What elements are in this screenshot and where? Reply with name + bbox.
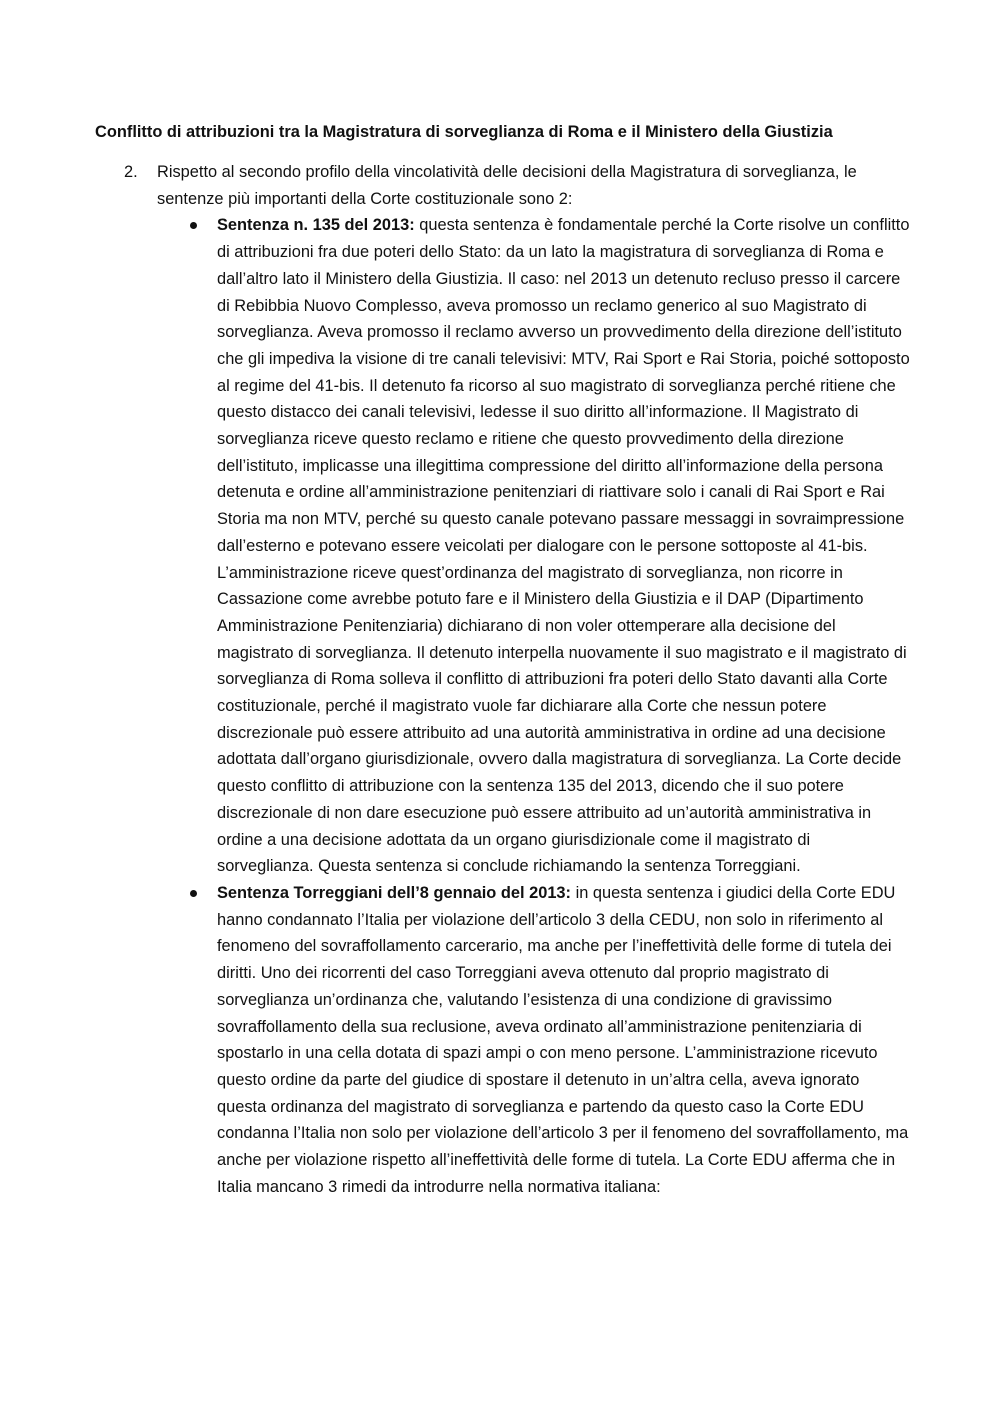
item-intro: Rispetto al secondo profilo della vincolatività delle decisioni della Magistratura di sorveglianza, le sentenze più importanti della Corte costituzionale sono 2: — [157, 163, 857, 208]
item-body — [157, 159, 910, 1200]
item-number: 2. — [124, 163, 138, 181]
bullet-title: Sentenza Torreggiani dell’8 gennaio del 2013: — [217, 883, 572, 902]
bullet-text — [217, 880, 910, 1200]
bullet-icon — [185, 212, 217, 880]
bullet-title: Sentenza n. 135 del 2013: — [217, 216, 415, 235]
bullet-body: in questa sentenza i giudici della Corte EDU hanno condannato l’Italia per violazione dell’articolo 3 della CEDU, non solo in riferimento al fenomeno del sovraffollamento carcerario, ma anche per l’ineffettività delle forme di tutela dei diritti. Uno dei ricorrenti del caso Torreggiani aveva ottenuto dal proprio magistrato di sorveglianza un’ordinanza che, valutando l’esistenza di una condizione di gravissimo sovraffollamento della sua reclusione, aveva ordinato all’amministrazione penitenziaria di spostarlo in una cella dotata di spazi ampi o con meno persone. L’amministrazione ricevuto questo ordine da parte del giudice di spostare il detenuto in un’altra cella, aveva ignorato questa ordinanza del magistrato di sorveglianza e partendo da questo caso la Corte EDU condanna l’Italia non solo per violazione dell’articolo 3 per il fenomeno del sovraffollamento, ma anche per violazione rispetto all’ineffettività delle forme di tutela. La Corte EDU afferma che in Italia mancano 3 rimedi da introdurre nella normativa italiana: — [217, 883, 909, 1196]
bullet-list — [157, 212, 910, 1200]
document-heading: Conflitto di attribuzioni tra la Magistratura di sorveglianza di Roma e il Ministero della Giustizia — [95, 123, 833, 141]
bullet-icon — [185, 880, 217, 1200]
bullet-item — [185, 880, 910, 1200]
list-item — [124, 159, 910, 1200]
bullet-item — [185, 212, 910, 880]
bullet-body: questa sentenza è fondamentale perché la Corte risolve un conflitto di attribuzioni fra due poteri dello Stato: da un lato la magistratura di sorveglianza di Roma e dall’altro lato il Ministero della Giustizia. Il caso: nel 2013 un detenuto recluso presso il carcere di Rebibbia Nuovo Complesso, aveva promosso un reclamo generico al suo Magistrato di sorveglianza. Aveva promosso il reclamo avverso un provvedimento della direzione dell’istituto che gli impediva la visione di tre canali televisivi: MTV, Rai Sport e Rai Storia, poiché sottoposto al regime del 41-bis. Il detenuto fa ricorso al suo magistrato di sorveglianza perché ritiene che questo distacco dei canali televisivi, ledesse il suo diritto all’informazione. Il Magistrato di sorveglianza riceve questo reclamo e ritiene che questo provvedimento della direzione dell’istituto, implicasse una illegittima compressione del diritto all’informazione della persona detenuta e ordine all’amministrazione penitenziari di riattivare solo i canali di Rai Sport e Rai Storia ma non MTV, perché su questo canale potevano passare messaggi in sovraimpressione dall’esterno e potevano essere veicolati per dialogare con le persone sottoposte al 41-bis. L’amministrazione riceve quest’ordinanza del magistrato di sorveglianza, non ricorre in Cassazione come avrebbe potuto fare e il Ministero della Giustizia e il DAP (Dipartimento Amministrazione Penitenziaria) dichiarano di non voler ottemperare alla decisione del magistrato di sorveglianza. Il detenuto interpella nuovamente il suo magistrato e il magistrato di sorveglianza di Roma solleva il conflitto di attribuzioni fra poteri dello Stato davanti alla Corte costituzionale, perché il magistrato vuole far dichiarare alla Corte che nessun potere discrezionale può essere attribuito ad una autorità amministrativa in ordine ad una decisione adottata dall’organo giurisdizionale, ovvero dalla magistratura di sorveglianza. La Corte decide questo conflitto di attribuzione con la sentenza 135 del 2013, dicendo che il suo potere discrezionale di non dare esecuzione può essere attribuito ad un’autorità amministrativa in ordine a una decisione adottata da un organo giurisdizionale come il magistrato di sorveglianza. Questa sentenza si conclude richiamando la sentenza Torreggiani. — [217, 216, 910, 876]
numbered-list — [124, 159, 910, 1200]
bullet-text — [217, 212, 910, 880]
